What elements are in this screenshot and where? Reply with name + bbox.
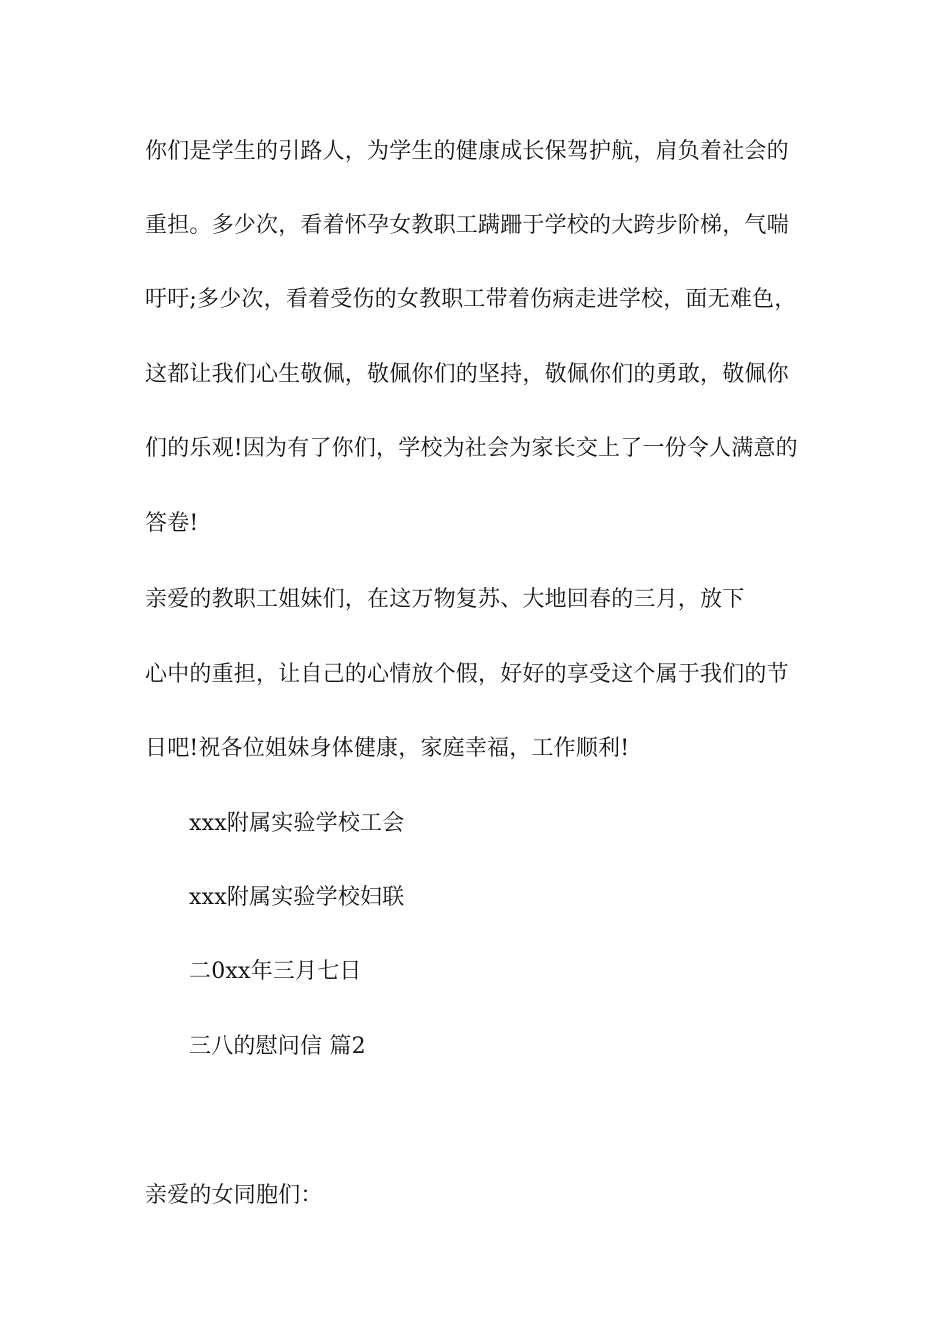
paragraph-2-line-1: 亲爱的教职工姐妹们，在这万物复苏、大地回春的三月，放下 — [145, 587, 745, 612]
paragraph-1-line-3: 吁吁;多少次，看着受伤的女教职工带着伤病走进学校，面无难色， — [145, 287, 797, 312]
salutation: 亲爱的女同胞们： — [145, 1183, 323, 1208]
signature-women-federation: xxx附属实验学校妇联 — [189, 885, 405, 910]
paragraph-1-line-5: 们的乐观!因为有了你们，学校为社会为家长交上了一份令人满意的 — [145, 436, 798, 461]
paragraph-1-line-2: 重担。多少次，看着怀孕女教职工蹒跚于学校的大跨步阶梯，气喘 — [145, 213, 789, 238]
paragraph-1-line-4: 这都让我们心生敬佩，敬佩你们的坚持，敬佩你们的勇敢，敬佩你 — [145, 362, 789, 387]
paragraph-1-line-1: 你们是学生的引路人，为学生的健康成长保驾护航，肩负着社会的 — [145, 139, 789, 164]
paragraph-2-line-2: 心中的重担，让自己的心情放个假，好好的享受这个属于我们的节 — [145, 662, 789, 687]
letter-date: 二0xx年三月七日 — [189, 959, 362, 984]
paragraph-2-line-3: 日吧!祝各位姐妹身体健康，家庭幸福，工作顺利! — [145, 736, 630, 761]
paragraph-1-line-6: 答卷! — [145, 511, 199, 536]
signature-union: xxx附属实验学校工会 — [189, 811, 405, 836]
section-heading: 三八的慰问信 篇2 — [189, 1034, 366, 1059]
